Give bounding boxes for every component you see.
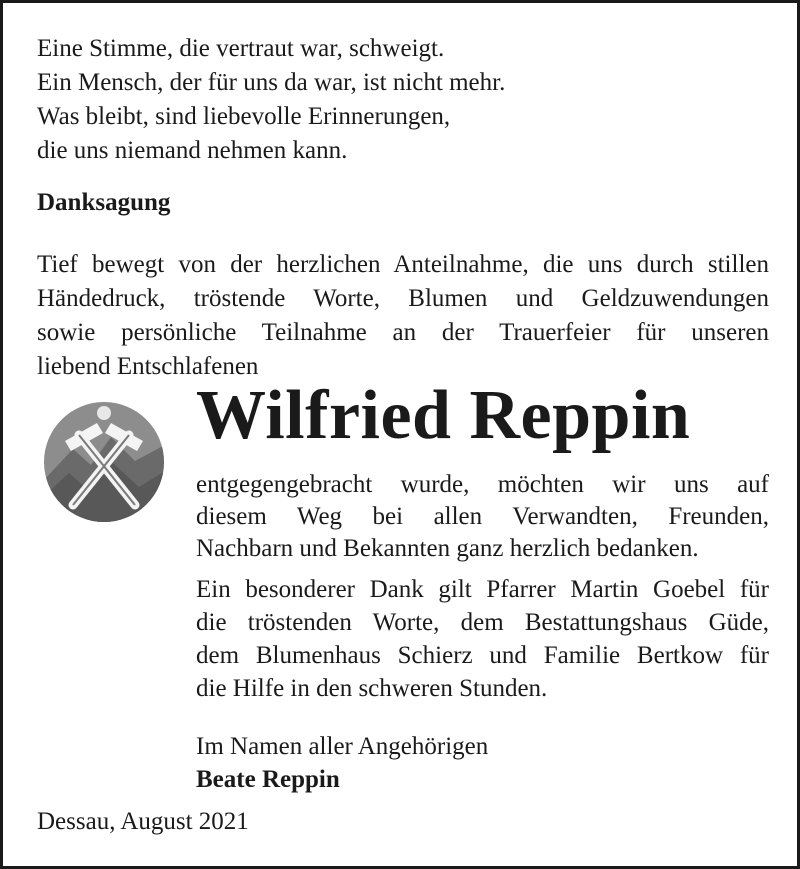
thanks-line: entgegengebracht wurde, möchten wir uns auf — [196, 471, 769, 498]
poem-line: die uns niemand nehmen kann. — [37, 137, 348, 164]
thanks-line: Nachbarn und Bekannten ganz herzlich bedanken. — [196, 535, 699, 562]
heading-danksagung: Danksagung — [37, 189, 171, 216]
signature-intro: Im Namen aller Angehörigen — [196, 733, 489, 760]
special-thanks-line: die tröstenden Worte, dem Bestattungshaus Güde, — [196, 609, 769, 636]
intro-line: Tief bewegt von der herzlichen Anteilnahme, die uns durch stillen — [37, 251, 769, 278]
special-thanks-line: Ein besonderer Dank gilt Pfarrer Martin Goebel für — [196, 576, 769, 603]
intro-line: liebend Entschlafenen — [37, 353, 259, 380]
deceased-name: Wilfried Reppin — [196, 377, 691, 454]
special-thanks-line: dem Blumenhaus Schierz und Familie Bertkow für — [196, 642, 769, 669]
signature-name: Beate Reppin — [196, 766, 340, 793]
intro-line: Händedruck, tröstende Worte, Blumen und Geldzuwendungen — [37, 285, 769, 312]
intro-line: sowie persönliche Teilnahme an der Trauerfeier für unseren — [37, 319, 769, 346]
thanks-line: diesem Weg bei allen Verwandten, Freunden, — [196, 503, 769, 530]
special-thanks-line: die Hilfe in den schweren Stunden. — [196, 675, 548, 702]
miner-hammer-and-pick-icon — [43, 401, 165, 523]
place-date: Dessau, August 2021 — [37, 808, 249, 835]
poem-line: Ein Mensch, der für uns da war, ist nicht mehr. — [37, 69, 506, 96]
poem-line: Eine Stimme, die vertraut war, schweigt. — [37, 35, 445, 62]
poem-line: Was bleibt, sind liebevolle Erinnerungen, — [37, 103, 451, 130]
